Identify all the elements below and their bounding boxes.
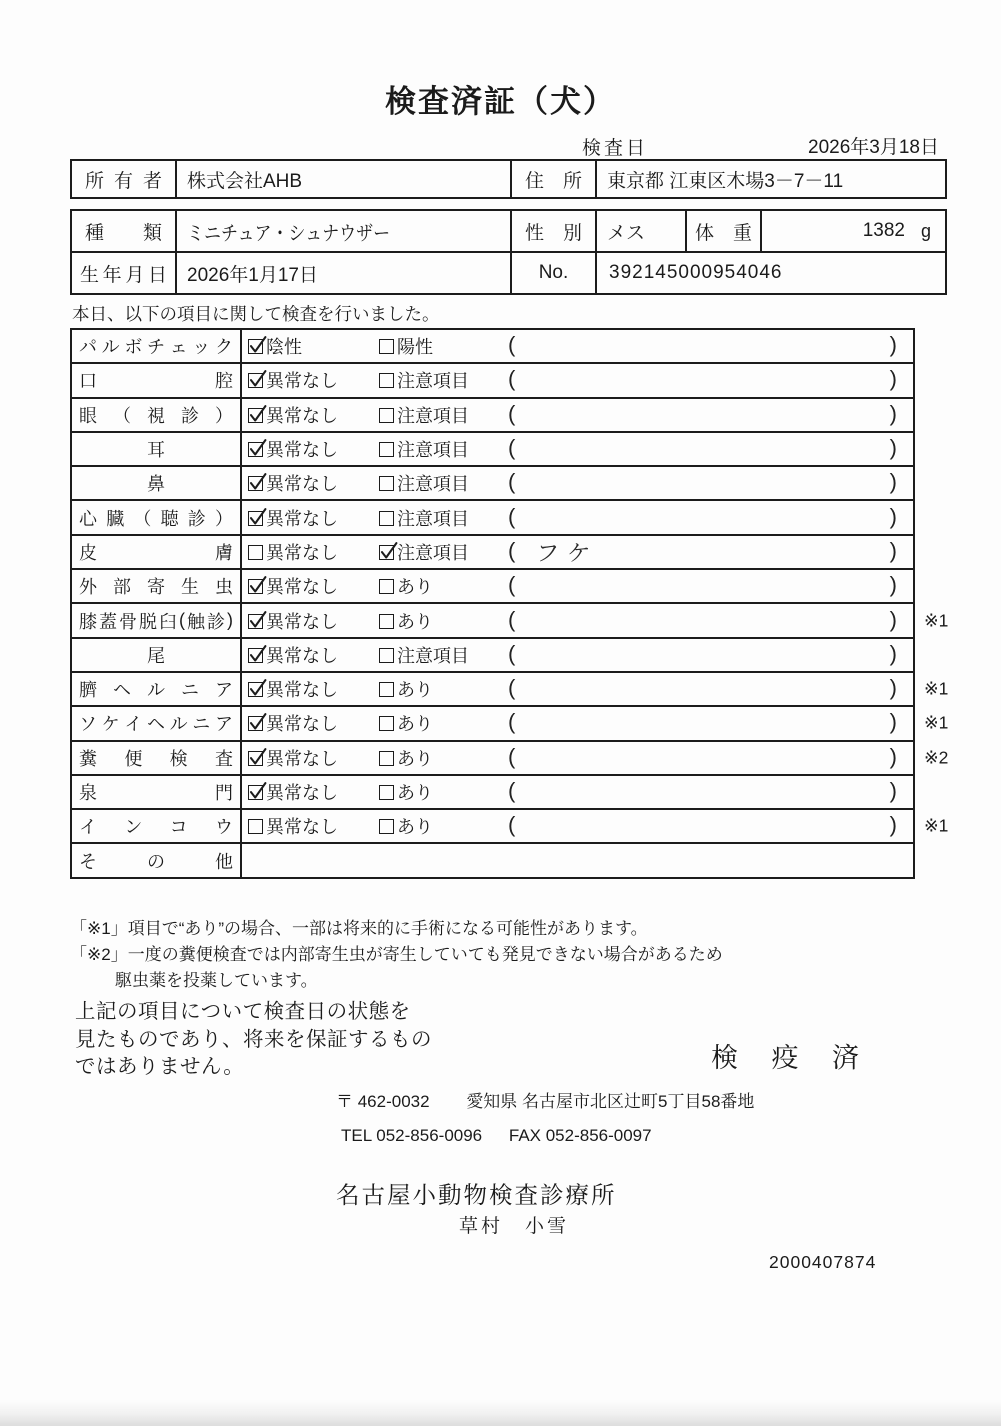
- checked-checkbox-icon: [248, 614, 263, 629]
- item-result-cell: [242, 536, 913, 568]
- item-result-cell: [242, 604, 913, 636]
- remarks-paren-open: (: [508, 777, 516, 803]
- clinic-address-line: [336, 1087, 754, 1112]
- breed-label: 種 類: [85, 222, 162, 244]
- empty-checkbox-icon: [379, 408, 394, 423]
- result-option: [248, 436, 379, 462]
- option-label: 注意項目: [397, 508, 469, 529]
- remarks-paren-close: ): [889, 366, 897, 392]
- result-option: [248, 642, 379, 668]
- disclaimer-line-2: 見たものであり、将来を保証するもの: [75, 1027, 432, 1051]
- item-label: そ の 他: [72, 844, 242, 876]
- option-label: 異常なし: [266, 611, 338, 632]
- result-option: [379, 436, 516, 462]
- checklist-row: [70, 534, 915, 570]
- option-label: 陰性: [266, 337, 302, 358]
- result-option: [248, 745, 379, 771]
- scan-edge-artifact: [0, 1400, 1001, 1426]
- remarks-paren-open: (: [508, 675, 516, 701]
- item-label: 泉 門: [72, 776, 242, 808]
- item-label: 糞 便 検 査: [72, 742, 242, 774]
- breed-label-cell: [71, 210, 176, 252]
- checked-checkbox-icon: [248, 751, 263, 766]
- item-label: 耳: [72, 433, 242, 465]
- remarks-paren-close: ): [889, 400, 897, 426]
- result-option: [379, 779, 516, 805]
- checklist-row: [70, 362, 915, 398]
- intro-line: 本日、以下の項目に関して検査を行いました。: [72, 304, 440, 324]
- checklist-row: [70, 602, 949, 638]
- item-result-cell: [242, 776, 913, 808]
- item-result-cell: [242, 433, 913, 465]
- checked-checkbox-icon: [248, 339, 263, 354]
- empty-checkbox-icon: [379, 716, 394, 731]
- empty-checkbox-icon: [379, 751, 394, 766]
- pet-table: [70, 209, 947, 295]
- footnotes: [70, 916, 723, 994]
- item-result-cell: [242, 673, 913, 705]
- checklist-row: [70, 774, 915, 810]
- option-label: 注意項目: [397, 542, 469, 563]
- remarks-paren-close: ): [889, 606, 897, 632]
- checked-checkbox-icon: [248, 579, 263, 594]
- remarks-paren-close: ): [889, 709, 897, 735]
- empty-checkbox-icon: [379, 682, 394, 697]
- remarks-paren-open: (: [508, 332, 516, 358]
- item-result-cell: [242, 742, 913, 774]
- option-label: あり: [397, 748, 433, 769]
- result-option: [379, 367, 516, 393]
- pet-row-2: [71, 252, 946, 294]
- clinic-name: 名古屋小動物検査診療所: [336, 1182, 617, 1208]
- footnote-reference: ※1: [924, 815, 949, 836]
- weight-label-cell: [686, 210, 761, 252]
- breed-value-cell: [176, 210, 511, 252]
- result-option: [248, 813, 379, 839]
- sex-label-cell: [511, 210, 596, 252]
- address-value: 東京都 江東区木場3－7－11: [596, 160, 946, 198]
- document-serial-number: 2000407874: [769, 1252, 877, 1272]
- empty-checkbox-icon: [248, 545, 263, 560]
- checked-checkbox-icon: [248, 785, 263, 800]
- item-label: 膝 蓋 骨 脱 臼 ( 触 診 ): [72, 604, 242, 636]
- empty-checkbox-icon: [379, 373, 394, 388]
- remarks-paren-close: ): [889, 537, 897, 563]
- option-label: 異常なし: [266, 817, 338, 838]
- disclaimer-text: [75, 998, 432, 1081]
- item-label: イ ン コ ウ: [72, 810, 242, 842]
- checked-checkbox-icon: [248, 716, 263, 731]
- result-option: [379, 402, 516, 428]
- item-label: 尾: [72, 639, 242, 671]
- empty-checkbox-icon: [248, 819, 263, 834]
- address-label-cell: [511, 160, 596, 198]
- footnote-reference: ※1: [924, 610, 949, 631]
- option-label: 注意項目: [397, 371, 469, 392]
- result-option: [379, 539, 516, 565]
- pet-row-1: [71, 210, 946, 252]
- inspection-date-value: 2026年3月18日: [808, 137, 939, 158]
- item-label: 心 臓 （ 聴 診 ）: [72, 501, 242, 533]
- remarks-paren-close: ): [889, 469, 897, 495]
- remarks-paren-open: (: [508, 400, 516, 426]
- result-option: [379, 505, 516, 531]
- checklist-row: [70, 740, 949, 776]
- empty-checkbox-icon: [379, 339, 394, 354]
- address-label: 住 所: [525, 170, 582, 192]
- item-result-cell: [242, 639, 913, 671]
- result-option: [248, 367, 379, 393]
- clinic-tel: TEL 052-856-0096: [341, 1126, 483, 1145]
- checked-checkbox-icon: [248, 648, 263, 663]
- result-option: [379, 710, 516, 736]
- checked-checkbox-icon: [248, 476, 263, 491]
- checklist-row: [70, 499, 915, 535]
- result-option: [379, 813, 516, 839]
- remarks-paren-close: ): [889, 434, 897, 460]
- item-label: 皮 膚: [72, 536, 242, 568]
- veterinarian-name: 草村 小雪: [459, 1216, 570, 1237]
- sex-label: 性 別: [525, 222, 582, 244]
- empty-checkbox-icon: [379, 511, 394, 526]
- result-option: [248, 608, 379, 634]
- option-label: あり: [397, 611, 433, 632]
- checklist-row: [70, 465, 915, 501]
- birthdate-label: 生 年 月 日: [80, 264, 167, 286]
- checklist-row: [70, 637, 915, 673]
- clinic-phone-line: [341, 1126, 652, 1146]
- inspection-date-label: 検査日: [582, 138, 649, 159]
- checklist-row: [70, 705, 949, 741]
- checked-checkbox-icon: [248, 373, 263, 388]
- empty-checkbox-icon: [379, 614, 394, 629]
- result-option: [248, 402, 379, 428]
- option-label: 注意項目: [397, 474, 469, 495]
- empty-checkbox-icon: [379, 648, 394, 663]
- remarks-paren-open: (: [508, 537, 516, 563]
- checked-checkbox-icon: [248, 511, 263, 526]
- item-result-cell: [242, 570, 913, 602]
- footnote-1: 「※1」項目で“あり”の場合、一部は将来的に手術になる可能性があります。: [70, 919, 648, 938]
- result-option: [379, 676, 516, 702]
- option-label: 異常なし: [266, 542, 338, 563]
- option-label: 異常なし: [266, 783, 338, 803]
- result-option: [379, 333, 516, 359]
- item-label: 鼻: [72, 467, 242, 499]
- checked-checkbox-icon: [248, 442, 263, 457]
- remarks-paren-close: ): [889, 777, 897, 803]
- result-option: [248, 470, 379, 496]
- option-label: 異常なし: [266, 680, 338, 701]
- empty-checkbox-icon: [379, 579, 394, 594]
- result-option: [379, 573, 516, 599]
- result-option: [248, 779, 379, 805]
- item-result-cell: [242, 810, 913, 842]
- item-result-cell: [242, 467, 913, 499]
- breed-value: ミニチュア・シュナウザー: [187, 222, 391, 245]
- remarks-paren-open: (: [508, 434, 516, 460]
- option-label: あり: [397, 783, 433, 803]
- weight-value-cell: [761, 210, 946, 252]
- option-label: あり: [397, 577, 433, 598]
- owner-row: [71, 160, 946, 198]
- option-label: あり: [397, 680, 433, 701]
- checklist-row: [70, 808, 949, 844]
- remarks-paren-open: (: [508, 606, 516, 632]
- owner-table: [70, 159, 947, 199]
- item-label: パ ル ボ チ ェ ッ ク: [72, 330, 242, 362]
- footnote-reference: ※1: [924, 678, 949, 699]
- item-result-cell: [242, 399, 913, 431]
- empty-checkbox-icon: [379, 442, 394, 457]
- weight-unit: g: [920, 220, 931, 241]
- option-label: 陽性: [397, 337, 433, 358]
- checked-checkbox-icon: [248, 408, 263, 423]
- option-label: あり: [397, 817, 433, 838]
- remarks-paren-open: (: [508, 572, 516, 598]
- footnote-reference: ※1: [924, 712, 949, 733]
- option-label: 異常なし: [266, 371, 338, 392]
- option-label: 異常なし: [266, 577, 338, 598]
- item-result-cell: [242, 501, 913, 533]
- empty-checkbox-icon: [379, 785, 394, 800]
- weight-label: 体 重: [695, 222, 752, 244]
- footnote-3: 駆虫薬を投薬しています。: [115, 971, 318, 990]
- clinic-fax: FAX 052-856-0097: [508, 1126, 652, 1145]
- result-option: [379, 745, 516, 771]
- no-value: 392145000954046: [596, 252, 946, 294]
- item-result-cell: [242, 844, 913, 876]
- disclaimer-line-1: 上記の項目について検査日の状態を: [75, 1000, 411, 1023]
- quarantine-stamp: 検 疫 済: [711, 1043, 873, 1073]
- birthdate-value: 2026年1月17日: [176, 252, 511, 294]
- handwritten-remark: フケ: [534, 539, 601, 566]
- result-option: [248, 333, 379, 359]
- remarks-paren-open: (: [508, 469, 516, 495]
- checklist-row: [70, 397, 915, 433]
- remarks-paren-close: ): [889, 812, 897, 838]
- remarks-paren-close: ): [889, 640, 897, 666]
- checklist-row: [70, 568, 915, 604]
- owner-value: 株式会社AHB: [176, 160, 511, 198]
- result-option: [379, 608, 516, 634]
- option-label: 異常なし: [266, 474, 338, 495]
- remarks-paren-close: ): [889, 332, 897, 358]
- result-option: [379, 470, 516, 496]
- checked-checkbox-icon: [248, 682, 263, 697]
- option-label: 注意項目: [397, 405, 469, 426]
- empty-checkbox-icon: [379, 476, 394, 491]
- checklist-row: [70, 842, 915, 878]
- owner-label-cell: [71, 160, 176, 198]
- result-option: [248, 676, 379, 702]
- remarks-paren-open: (: [508, 709, 516, 735]
- owner-label: 所 有 者: [85, 170, 162, 192]
- page-title: 検査済証（犬）: [385, 84, 616, 119]
- option-label: 異常なし: [266, 508, 338, 529]
- result-option: [248, 573, 379, 599]
- option-label: 異常なし: [266, 645, 338, 666]
- checklist-row: [70, 328, 915, 364]
- remarks-paren-open: (: [508, 503, 516, 529]
- sex-value: メス: [596, 210, 686, 252]
- option-label: 異常なし: [266, 748, 338, 769]
- checked-checkbox-icon: [379, 545, 394, 560]
- checklist-table: [70, 328, 949, 879]
- remarks-paren-open: (: [508, 640, 516, 666]
- footnote-2: 「※2」一度の糞便検査では内部寄生虫が寄生していても発見できない場合があるため: [70, 945, 723, 964]
- disclaimer-line-3: ではありません。: [75, 1055, 245, 1078]
- result-option: [248, 539, 379, 565]
- clinic-postal-code: 〒 462-0032: [336, 1092, 430, 1111]
- footnote-reference: ※2: [924, 747, 949, 768]
- remarks-paren-close: ): [889, 572, 897, 598]
- option-label: 異常なし: [266, 440, 338, 461]
- item-result-cell: [242, 330, 913, 362]
- option-label: あり: [397, 714, 433, 735]
- option-label: 注意項目: [397, 440, 469, 461]
- checklist-row: [70, 671, 949, 707]
- clinic-address: 愛知県 名古屋市北区辻町5丁目58番地: [466, 1092, 755, 1111]
- option-label: 異常なし: [266, 714, 338, 735]
- result-option: [248, 505, 379, 531]
- item-label: 眼 （ 視 診 ）: [72, 399, 242, 431]
- result-option: [248, 710, 379, 736]
- checklist-row: [70, 431, 915, 467]
- option-label: 注意項目: [397, 645, 469, 666]
- item-label: 外 部 寄 生 虫: [72, 570, 242, 602]
- empty-checkbox-icon: [379, 819, 394, 834]
- weight-value: 1382: [862, 220, 905, 241]
- remarks-paren-close: ): [889, 675, 897, 701]
- item-label: 口 腔: [72, 364, 242, 396]
- remarks-paren-close: ): [889, 743, 897, 769]
- remarks-paren-close: ): [889, 503, 897, 529]
- option-label: 異常なし: [266, 405, 338, 426]
- remarks-paren-open: (: [508, 366, 516, 392]
- item-result-cell: [242, 364, 913, 396]
- result-option: [379, 642, 516, 668]
- no-label: No.: [511, 252, 596, 294]
- remarks-paren-open: (: [508, 743, 516, 769]
- item-result-cell: [242, 707, 913, 739]
- item-label: ソ ケ イ ヘ ル ニ ア: [72, 707, 242, 739]
- birthdate-label-cell: [71, 252, 176, 294]
- remarks-paren-open: (: [508, 812, 516, 838]
- item-label: 臍 ヘ ル ニ ア: [72, 673, 242, 705]
